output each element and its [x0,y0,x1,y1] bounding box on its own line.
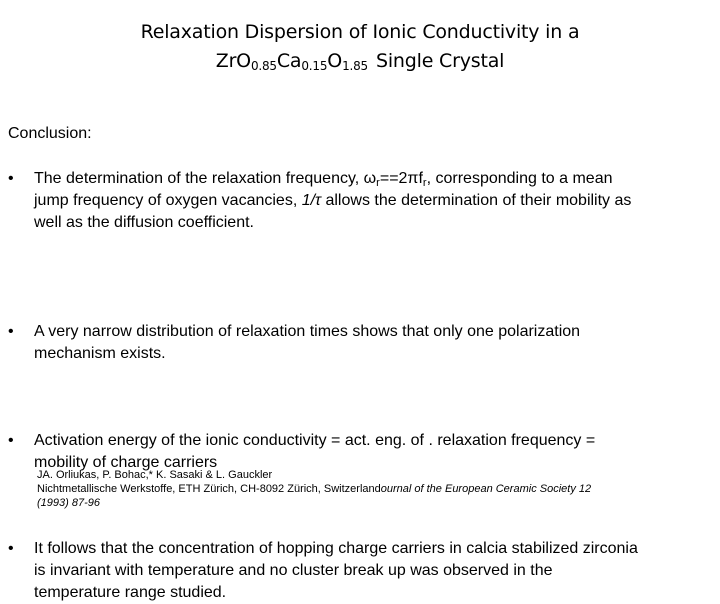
bullet-item-narrow-distribution [0,321,720,365]
reference-year-pages: (1993) 87-96 [37,497,100,509]
title-line-1: Relaxation Dispersion of Ionic Conductivity in a [140,21,580,43]
reference-authors: JA. Orliukas, P. Bohac,* K. Sasaki & L. Gauckler [37,469,273,481]
reference-citation [37,468,591,510]
bullet-4-line-3: temperature range studied. [34,584,227,601]
bullet-1-line-2 [34,190,720,212]
reference-affiliation [37,482,591,496]
bullet-1-text-d: allows the determination of their mobility as [321,192,632,209]
bullet-dot: • [8,432,14,449]
frequency-equation: ==2πf [379,170,423,187]
title-suffix: Single Crystal [375,50,505,72]
formula-zro-subscript: 0.85 [250,59,277,73]
formula-ca: Ca [276,50,302,72]
tau-symbol: 1/τ [301,192,322,209]
bullet-1-text-c: jump frequency of oxygen vacancies, [34,192,302,209]
bullet-1-text-b: , corresponding to a mean [426,170,613,187]
omega-subscript: r [376,177,380,189]
formula-zro: ZrO [215,50,251,72]
bullet-dot: • [8,323,14,340]
frequency-subscript: r [422,177,427,189]
omega-symbol: ω [363,170,377,187]
slide-title [0,18,720,76]
bullet-item-charge-carriers [0,538,720,604]
bullet-3-line-2: mobility of charge carriers [34,454,218,471]
bullet-item-relaxation-frequency [0,168,720,234]
bullet-4-line-1: It follows that the concentration of hopping charge carriers in calcia stabilized zirconia [34,540,638,557]
formula-ca-subscript: 0.15 [301,59,328,73]
reference-institution: Nichtmetallische Werkstoffe, ETH Zürich, CH-8092 Zürich, Switzerland [37,483,381,495]
bullet-dot: • [8,170,14,187]
bullet-4-line-2: is invariant with temperature and no cluster break up was observed in the [34,562,553,579]
bullet-1-line-3: well as the diffusion coefficient. [34,214,254,231]
formula-o: O [327,50,343,72]
bullet-1-text-a: The determination of the relaxation frequency, [34,170,364,187]
title-line-2 [0,47,720,76]
bullet-2-line-1: A very narrow distribution of relaxation times shows that only one polarization [34,323,581,340]
bullet-3-line-1: Activation energy of the ionic conductivity = act. eng. of . relaxation frequency = [34,432,596,449]
conclusion-label: Conclusion: [8,125,92,142]
bullet-2-line-2: mechanism exists. [34,345,166,362]
bullet-1-line-1 [34,168,720,190]
reference-journal: ournal of the European Ceramic Society 12 [380,483,592,495]
formula-o-subscript: 1.85 [342,59,368,73]
bullet-dot: • [8,540,14,557]
